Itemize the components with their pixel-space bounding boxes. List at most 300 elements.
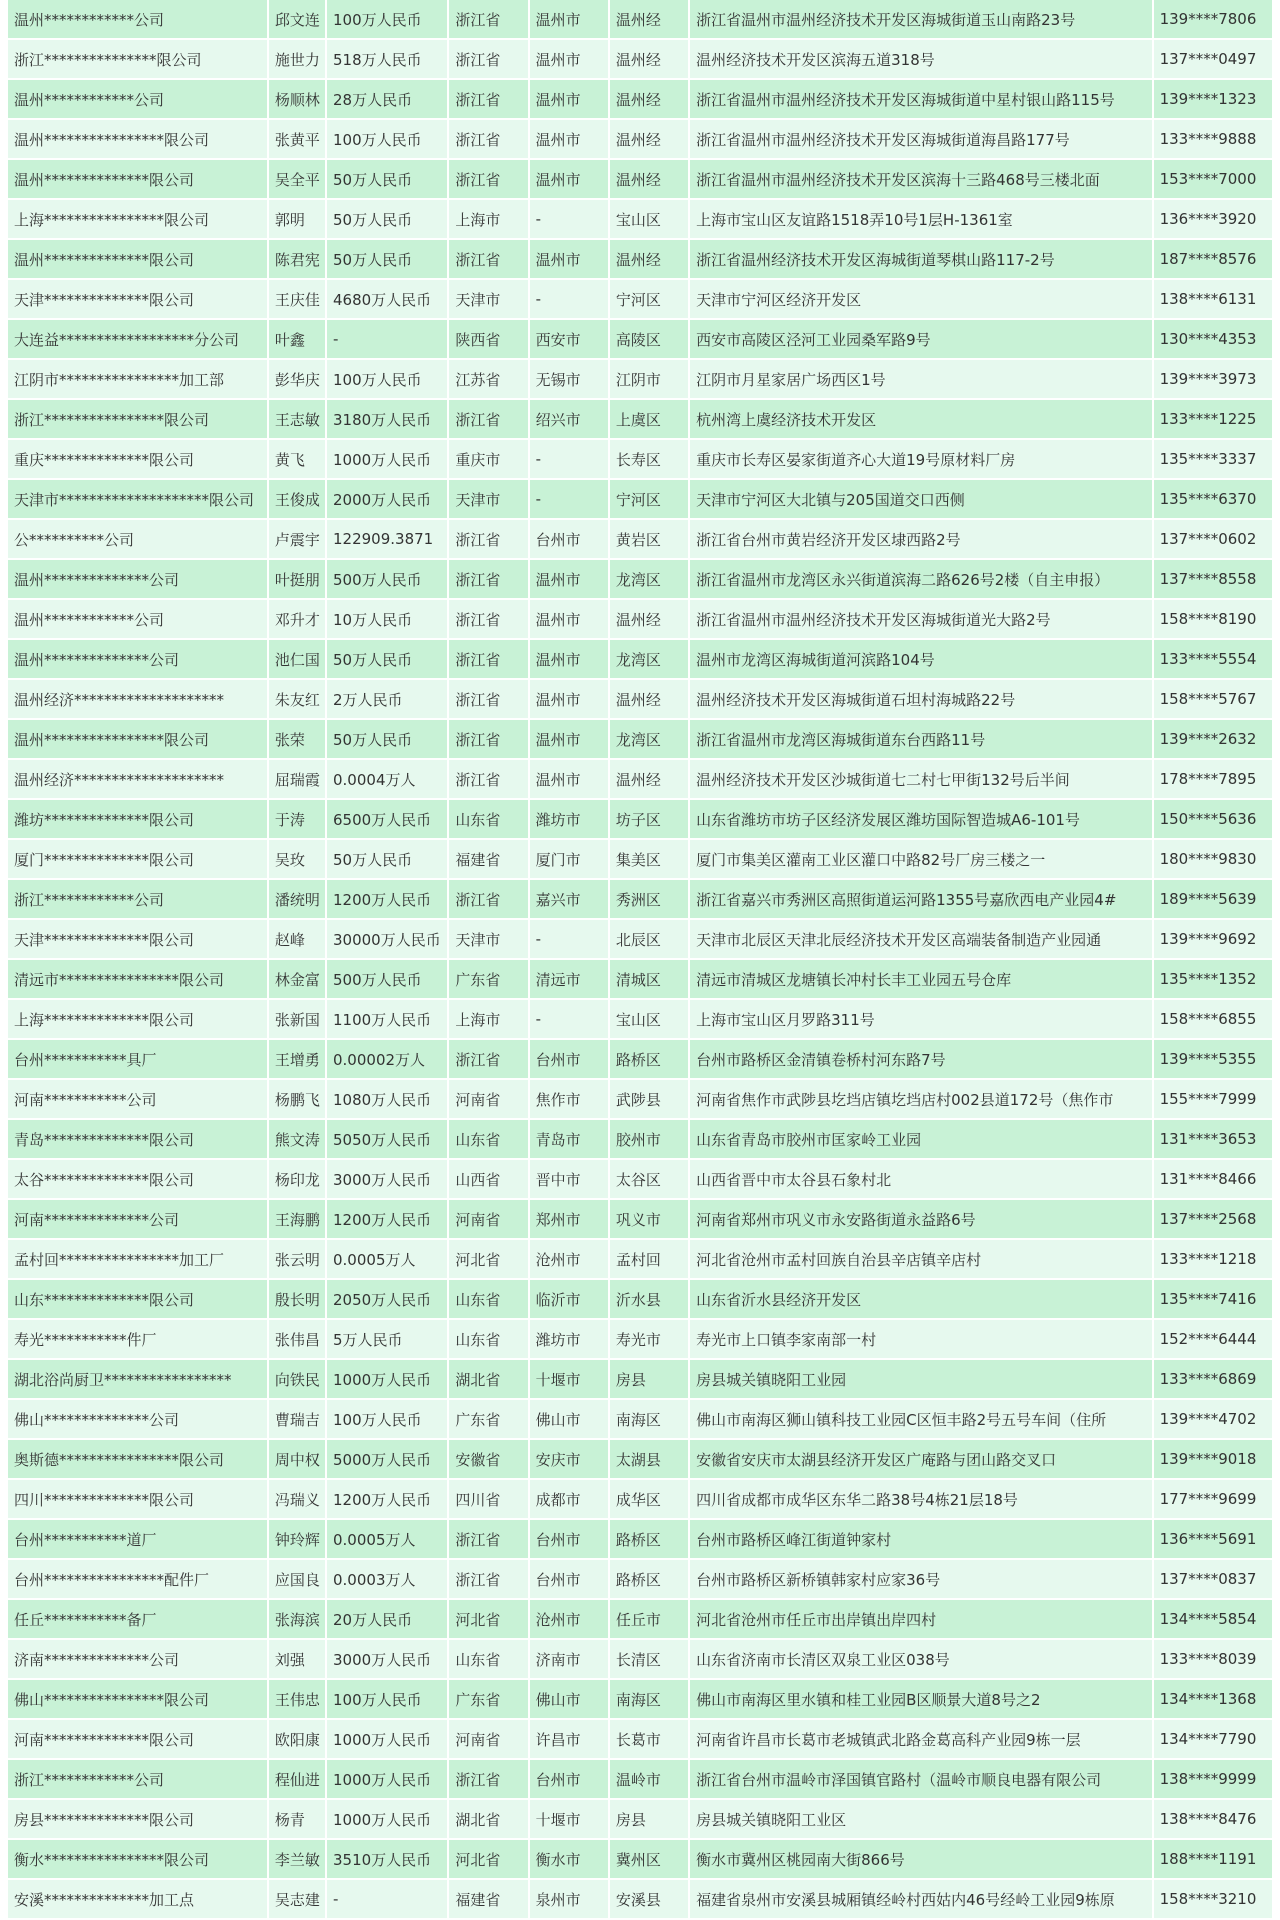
table-row <box>8 600 1272 640</box>
capital-cell: 28万人民币 <box>327 80 447 120</box>
company-name-cell: 浙江************公司 <box>8 880 267 920</box>
company-name-cell: 佛山**************公司 <box>8 1400 267 1440</box>
table-row <box>8 1720 1272 1760</box>
district-cell: 温州经 <box>610 0 688 40</box>
company-name-cell: 重庆**************限公司 <box>8 440 267 480</box>
district-cell: 温州经 <box>610 40 688 80</box>
address-cell: 浙江省温州市温州经济技术开发区海城街道中星村银山路115号 <box>690 80 1151 120</box>
phone-cell: 187****8576 <box>1154 240 1272 280</box>
table-row <box>8 1800 1272 1840</box>
capital-cell: 3000万人民币 <box>327 1640 447 1680</box>
address-cell: 上海市宝山区友谊路1518弄10号1层H-1361室 <box>690 200 1151 240</box>
capital-cell: 0.0005万人 <box>327 1240 447 1280</box>
city-cell: 厦门市 <box>530 840 608 880</box>
district-cell: 冀州区 <box>610 1840 688 1880</box>
province-cell: 浙江省 <box>449 560 527 600</box>
city-cell: 晋中市 <box>530 1160 608 1200</box>
company-name-cell: 温州**************限公司 <box>8 240 267 280</box>
capital-cell: 2万人民币 <box>327 680 447 720</box>
capital-cell: 50万人民币 <box>327 160 447 200</box>
district-cell: 温州经 <box>610 240 688 280</box>
capital-cell: 6500万人民币 <box>327 800 447 840</box>
capital-cell: 1000万人民币 <box>327 1760 447 1800</box>
phone-cell: 131****3653 <box>1154 1120 1272 1160</box>
city-cell: 温州市 <box>530 600 608 640</box>
legal-rep-cell: 王伟忠 <box>269 1680 325 1720</box>
table-row <box>8 680 1272 720</box>
capital-cell: 100万人民币 <box>327 0 447 40</box>
legal-rep-cell: 应国良 <box>269 1560 325 1600</box>
district-cell: 温州经 <box>610 120 688 160</box>
phone-cell: 133****9888 <box>1154 120 1272 160</box>
phone-cell: 139****3973 <box>1154 360 1272 400</box>
legal-rep-cell: 钟玲辉 <box>269 1520 325 1560</box>
phone-cell: 136****5691 <box>1154 1520 1272 1560</box>
address-cell: 房县城关镇晓阳工业园 <box>690 1360 1151 1400</box>
capital-cell: 5000万人民币 <box>327 1440 447 1480</box>
company-name-cell: 四川**************限公司 <box>8 1480 267 1520</box>
city-cell: 绍兴市 <box>530 400 608 440</box>
district-cell: 南海区 <box>610 1680 688 1720</box>
company-name-cell: 温州经济******************** <box>8 680 267 720</box>
phone-cell: 137****0497 <box>1154 40 1272 80</box>
table-row <box>8 720 1272 760</box>
province-cell: 河北省 <box>449 1240 527 1280</box>
table-row <box>8 320 1272 360</box>
district-cell: 北辰区 <box>610 920 688 960</box>
capital-cell: 500万人民币 <box>327 960 447 1000</box>
company-name-cell: 温州************公司 <box>8 0 267 40</box>
city-cell: 温州市 <box>530 240 608 280</box>
table-row <box>8 760 1272 800</box>
phone-cell: 137****2568 <box>1154 1200 1272 1240</box>
province-cell: 浙江省 <box>449 40 527 80</box>
legal-rep-cell: 郭明 <box>269 200 325 240</box>
city-cell: 温州市 <box>530 560 608 600</box>
address-cell: 浙江省嘉兴市秀洲区高照街道运河路1355号嘉欣西电产业园4# <box>690 880 1151 920</box>
capital-cell: 0.0005万人 <box>327 1520 447 1560</box>
province-cell: 浙江省 <box>449 1560 527 1600</box>
address-cell: 浙江省温州市温州经济技术开发区滨海十三路468号三楼北面 <box>690 160 1151 200</box>
table-row <box>8 880 1272 920</box>
company-name-cell: 青岛**************限公司 <box>8 1120 267 1160</box>
company-name-cell: 温州****************限公司 <box>8 720 267 760</box>
address-cell: 安徽省安庆市太湖县经济开发区广庵路与团山路交叉口 <box>690 1440 1151 1480</box>
legal-rep-cell: 王庆佳 <box>269 280 325 320</box>
capital-cell: 1200万人民币 <box>327 880 447 920</box>
district-cell: 上虞区 <box>610 400 688 440</box>
address-cell: 浙江省温州经济技术开发区海城街道琴棋山路117-2号 <box>690 240 1151 280</box>
legal-rep-cell: 杨顺林 <box>269 80 325 120</box>
table-row <box>8 1440 1272 1480</box>
city-cell: - <box>530 200 608 240</box>
city-cell: 衡水市 <box>530 1840 608 1880</box>
address-cell: 温州经济技术开发区滨海五道318号 <box>690 40 1151 80</box>
legal-rep-cell: 张黄平 <box>269 120 325 160</box>
company-name-cell: 浙江****************限公司 <box>8 400 267 440</box>
phone-cell: 137****8558 <box>1154 560 1272 600</box>
capital-cell: 5050万人民币 <box>327 1120 447 1160</box>
capital-cell: 518万人民币 <box>327 40 447 80</box>
province-cell: 浙江省 <box>449 720 527 760</box>
legal-rep-cell: 吴全平 <box>269 160 325 200</box>
company-name-cell: 上海****************限公司 <box>8 200 267 240</box>
phone-cell: 134****5854 <box>1154 1600 1272 1640</box>
district-cell: 沂水县 <box>610 1280 688 1320</box>
province-cell: 山西省 <box>449 1160 527 1200</box>
capital-cell: 0.0004万人 <box>327 760 447 800</box>
company-name-cell: 清远市****************限公司 <box>8 960 267 1000</box>
company-name-cell: 任丘***********备厂 <box>8 1600 267 1640</box>
phone-cell: 133****6869 <box>1154 1360 1272 1400</box>
province-cell: 广东省 <box>449 1680 527 1720</box>
company-name-cell: 台州****************配件厂 <box>8 1560 267 1600</box>
phone-cell: 135****7416 <box>1154 1280 1272 1320</box>
table-row <box>8 1120 1272 1160</box>
table-row <box>8 440 1272 480</box>
city-cell: 焦作市 <box>530 1080 608 1120</box>
city-cell: - <box>530 440 608 480</box>
address-cell: 清远市清城区龙塘镇长冲村长丰工业园五号仓库 <box>690 960 1151 1000</box>
address-cell: 浙江省温州市龙湾区永兴街道滨海二路626号2楼（自主申报） <box>690 560 1151 600</box>
table-row <box>8 1880 1272 1920</box>
table-row <box>8 1400 1272 1440</box>
capital-cell: 0.00002万人 <box>327 1040 447 1080</box>
district-cell: 江阴市 <box>610 360 688 400</box>
province-cell: 重庆市 <box>449 440 527 480</box>
company-name-cell: 温州**************公司 <box>8 640 267 680</box>
address-cell: 山东省潍坊市坊子区经济发展区潍坊国际智造城A6-101号 <box>690 800 1151 840</box>
table-row <box>8 1080 1272 1120</box>
address-cell: 河北省沧州市孟村回族自治县辛店镇辛店村 <box>690 1240 1151 1280</box>
table-row <box>8 400 1272 440</box>
table-row <box>8 1040 1272 1080</box>
city-cell: 郑州市 <box>530 1200 608 1240</box>
company-name-cell: 台州***********道厂 <box>8 1520 267 1560</box>
city-cell: 青岛市 <box>530 1120 608 1160</box>
table-row <box>8 1160 1272 1200</box>
province-cell: 天津市 <box>449 280 527 320</box>
province-cell: 浙江省 <box>449 600 527 640</box>
address-cell: 台州市路桥区峰江街道钟家村 <box>690 1520 1151 1560</box>
legal-rep-cell: 邱文连 <box>269 0 325 40</box>
legal-rep-cell: 王增勇 <box>269 1040 325 1080</box>
capital-cell: 30000万人民币 <box>327 920 447 960</box>
company-name-cell: 厦门**************限公司 <box>8 840 267 880</box>
capital-cell: 100万人民币 <box>327 1680 447 1720</box>
province-cell: 山东省 <box>449 1120 527 1160</box>
province-cell: 浙江省 <box>449 640 527 680</box>
district-cell: 集美区 <box>610 840 688 880</box>
district-cell: 宝山区 <box>610 200 688 240</box>
phone-cell: 189****5639 <box>1154 880 1272 920</box>
legal-rep-cell: 张伟昌 <box>269 1320 325 1360</box>
address-cell: 西安市高陵区泾河工业园桑军路9号 <box>690 320 1151 360</box>
legal-rep-cell: 叶挺朋 <box>269 560 325 600</box>
district-cell: 龙湾区 <box>610 640 688 680</box>
capital-cell: 2050万人民币 <box>327 1280 447 1320</box>
city-cell: 台州市 <box>530 1040 608 1080</box>
phone-cell: 139****7806 <box>1154 0 1272 40</box>
address-cell: 山东省沂水县经济开发区 <box>690 1280 1151 1320</box>
city-cell: 温州市 <box>530 80 608 120</box>
legal-rep-cell: 张海滨 <box>269 1600 325 1640</box>
table-row <box>8 1600 1272 1640</box>
table-row <box>8 800 1272 840</box>
legal-rep-cell: 施世力 <box>269 40 325 80</box>
phone-cell: 139****9018 <box>1154 1440 1272 1480</box>
address-cell: 温州经济技术开发区海城街道石坦村海城路22号 <box>690 680 1151 720</box>
table-row <box>8 1200 1272 1240</box>
district-cell: 胶州市 <box>610 1120 688 1160</box>
table-row <box>8 240 1272 280</box>
legal-rep-cell: 朱友红 <box>269 680 325 720</box>
address-cell: 寿光市上口镇李家南部一村 <box>690 1320 1151 1360</box>
phone-cell: 131****8466 <box>1154 1160 1272 1200</box>
district-cell: 宁河区 <box>610 280 688 320</box>
phone-cell: 178****7895 <box>1154 760 1272 800</box>
table-row <box>8 1680 1272 1720</box>
district-cell: 宁河区 <box>610 480 688 520</box>
address-cell: 山西省晋中市太谷县石象村北 <box>690 1160 1151 1200</box>
city-cell: 温州市 <box>530 120 608 160</box>
table-row <box>8 1520 1272 1560</box>
legal-rep-cell: 冯瑞义 <box>269 1480 325 1520</box>
address-cell: 山东省济南市长清区双泉工业区038号 <box>690 1640 1151 1680</box>
phone-cell: 134****7790 <box>1154 1720 1272 1760</box>
address-cell: 河南省许昌市长葛市老城镇武北路金葛高科产业园9栋一层 <box>690 1720 1151 1760</box>
company-name-cell: 温州************公司 <box>8 600 267 640</box>
address-cell: 浙江省台州市温岭市泽国镇官路村（温岭市顺良电器有限公司 <box>690 1760 1151 1800</box>
phone-cell: 152****6444 <box>1154 1320 1272 1360</box>
table-row <box>8 1480 1272 1520</box>
capital-cell: 50万人民币 <box>327 720 447 760</box>
province-cell: 浙江省 <box>449 400 527 440</box>
table-row <box>8 520 1272 560</box>
phone-cell: 158****8190 <box>1154 600 1272 640</box>
province-cell: 山东省 <box>449 1320 527 1360</box>
legal-rep-cell: 池仁国 <box>269 640 325 680</box>
table-row <box>8 280 1272 320</box>
capital-cell: 122909.3871 <box>327 520 447 560</box>
table-row <box>8 80 1272 120</box>
district-cell: 武陟县 <box>610 1080 688 1120</box>
phone-cell: 135****6370 <box>1154 480 1272 520</box>
table-row <box>8 920 1272 960</box>
province-cell: 广东省 <box>449 1400 527 1440</box>
capital-cell: - <box>327 320 447 360</box>
address-cell: 河南省郑州市巩义市永安路街道永益路6号 <box>690 1200 1151 1240</box>
phone-cell: 134****1368 <box>1154 1680 1272 1720</box>
district-cell: 南海区 <box>610 1400 688 1440</box>
city-cell: 台州市 <box>530 1560 608 1600</box>
district-cell: 宝山区 <box>610 1000 688 1040</box>
company-name-cell: 温州**************公司 <box>8 560 267 600</box>
table-row <box>8 120 1272 160</box>
company-name-cell: 山东**************限公司 <box>8 1280 267 1320</box>
capital-cell: 100万人民币 <box>327 360 447 400</box>
district-cell: 高陵区 <box>610 320 688 360</box>
table-body <box>8 0 1272 1920</box>
address-cell: 福建省泉州市安溪县城厢镇经岭村西姑内46号经岭工业园9栋原 <box>690 1880 1151 1920</box>
company-name-cell: 浙江************公司 <box>8 1760 267 1800</box>
address-cell: 山东省青岛市胶州市匡家岭工业园 <box>690 1120 1151 1160</box>
province-cell: 浙江省 <box>449 1520 527 1560</box>
city-cell: 许昌市 <box>530 1720 608 1760</box>
district-cell: 路桥区 <box>610 1560 688 1600</box>
province-cell: 浙江省 <box>449 880 527 920</box>
city-cell: 成都市 <box>530 1480 608 1520</box>
district-cell: 温州经 <box>610 80 688 120</box>
city-cell: 潍坊市 <box>530 1320 608 1360</box>
city-cell: 无锡市 <box>530 360 608 400</box>
legal-rep-cell: 屈瑞霞 <box>269 760 325 800</box>
address-cell: 台州市路桥区新桥镇韩家村应家36号 <box>690 1560 1151 1600</box>
district-cell: 孟村回 <box>610 1240 688 1280</box>
company-name-cell: 太谷**************限公司 <box>8 1160 267 1200</box>
city-cell: 温州市 <box>530 160 608 200</box>
company-name-cell: 天津市********************限公司 <box>8 480 267 520</box>
phone-cell: 180****9830 <box>1154 840 1272 880</box>
province-cell: 河北省 <box>449 1600 527 1640</box>
table-row <box>8 840 1272 880</box>
phone-cell: 177****9699 <box>1154 1480 1272 1520</box>
phone-cell: 139****1323 <box>1154 80 1272 120</box>
address-cell: 浙江省温州市温州经济技术开发区海城街道海昌路177号 <box>690 120 1151 160</box>
address-cell: 上海市宝山区月罗路311号 <box>690 1000 1151 1040</box>
address-cell: 浙江省台州市黄岩经济开发区埭西路2号 <box>690 520 1151 560</box>
district-cell: 长清区 <box>610 1640 688 1680</box>
address-cell: 温州市龙湾区海城街道河滨路104号 <box>690 640 1151 680</box>
province-cell: 浙江省 <box>449 160 527 200</box>
company-name-cell: 房县**************限公司 <box>8 1800 267 1840</box>
capital-cell: 100万人民币 <box>327 1400 447 1440</box>
capital-cell: 1100万人民币 <box>327 1000 447 1040</box>
phone-cell: 150****5636 <box>1154 800 1272 840</box>
legal-rep-cell: 张云明 <box>269 1240 325 1280</box>
company-name-cell: 上海**************限公司 <box>8 1000 267 1040</box>
company-name-cell: 寿光***********件厂 <box>8 1320 267 1360</box>
legal-rep-cell: 赵峰 <box>269 920 325 960</box>
company-name-cell: 潍坊**************限公司 <box>8 800 267 840</box>
phone-cell: 158****3210 <box>1154 1880 1272 1920</box>
city-cell: 西安市 <box>530 320 608 360</box>
province-cell: 浙江省 <box>449 760 527 800</box>
legal-rep-cell: 杨印龙 <box>269 1160 325 1200</box>
capital-cell: 1200万人民币 <box>327 1200 447 1240</box>
legal-rep-cell: 李兰敏 <box>269 1840 325 1880</box>
table-row <box>8 360 1272 400</box>
table-row <box>8 1240 1272 1280</box>
city-cell: 佛山市 <box>530 1680 608 1720</box>
province-cell: 浙江省 <box>449 680 527 720</box>
table-row <box>8 1840 1272 1880</box>
province-cell: 浙江省 <box>449 0 527 40</box>
capital-cell: 50万人民币 <box>327 640 447 680</box>
province-cell: 上海市 <box>449 200 527 240</box>
capital-cell: 1000万人民币 <box>327 1360 447 1400</box>
district-cell: 长葛市 <box>610 1720 688 1760</box>
legal-rep-cell: 刘强 <box>269 1640 325 1680</box>
table-row <box>8 1640 1272 1680</box>
legal-rep-cell: 卢震宇 <box>269 520 325 560</box>
phone-cell: 153****7000 <box>1154 160 1272 200</box>
city-cell: 台州市 <box>530 1760 608 1800</box>
address-cell: 厦门市集美区灌南工业区灌口中路82号厂房三楼之一 <box>690 840 1151 880</box>
city-cell: 济南市 <box>530 1640 608 1680</box>
province-cell: 福建省 <box>449 1880 527 1920</box>
district-cell: 路桥区 <box>610 1520 688 1560</box>
legal-rep-cell: 陈君宪 <box>269 240 325 280</box>
legal-rep-cell: 熊文涛 <box>269 1120 325 1160</box>
company-name-cell: 温州************公司 <box>8 80 267 120</box>
company-name-cell: 孟村回****************加工厂 <box>8 1240 267 1280</box>
legal-rep-cell: 周中权 <box>269 1440 325 1480</box>
district-cell: 路桥区 <box>610 1040 688 1080</box>
district-cell: 龙湾区 <box>610 560 688 600</box>
city-cell: 温州市 <box>530 680 608 720</box>
legal-rep-cell: 张新国 <box>269 1000 325 1040</box>
city-cell: 泉州市 <box>530 1880 608 1920</box>
company-name-cell: 济南**************公司 <box>8 1640 267 1680</box>
city-cell: 潍坊市 <box>530 800 608 840</box>
city-cell: 温州市 <box>530 760 608 800</box>
city-cell: 沧州市 <box>530 1600 608 1640</box>
phone-cell: 137****0602 <box>1154 520 1272 560</box>
city-cell: - <box>530 480 608 520</box>
city-cell: 温州市 <box>530 640 608 680</box>
capital-cell: 3180万人民币 <box>327 400 447 440</box>
legal-rep-cell: 欧阳康 <box>269 1720 325 1760</box>
table-row <box>8 40 1272 80</box>
province-cell: 河南省 <box>449 1200 527 1240</box>
city-cell: 温州市 <box>530 40 608 80</box>
district-cell: 坊子区 <box>610 800 688 840</box>
phone-cell: 139****4702 <box>1154 1400 1272 1440</box>
legal-rep-cell: 叶鑫 <box>269 320 325 360</box>
table-row <box>8 1320 1272 1360</box>
province-cell: 湖北省 <box>449 1360 527 1400</box>
table-row <box>8 200 1272 240</box>
phone-cell: 188****1191 <box>1154 1840 1272 1880</box>
province-cell: 四川省 <box>449 1480 527 1520</box>
province-cell: 广东省 <box>449 960 527 1000</box>
capital-cell: 100万人民币 <box>327 120 447 160</box>
capital-cell: 2000万人民币 <box>327 480 447 520</box>
address-cell: 天津市宁河区经济开发区 <box>690 280 1151 320</box>
address-cell: 温州经济技术开发区沙城街道七二村七甲街132号后半间 <box>690 760 1151 800</box>
company-name-cell: 湖北浴尚厨卫***************** <box>8 1360 267 1400</box>
company-name-cell: 温州经济******************** <box>8 760 267 800</box>
table-row <box>8 0 1272 40</box>
address-cell: 浙江省温州市温州经济技术开发区海城街道玉山南路23号 <box>690 0 1151 40</box>
province-cell: 福建省 <box>449 840 527 880</box>
city-cell: 十堰市 <box>530 1800 608 1840</box>
address-cell: 四川省成都市成华区东华二路38号4栋21层18号 <box>690 1480 1151 1520</box>
company-name-cell: 安溪**************加工点 <box>8 1880 267 1920</box>
company-name-cell: 温州****************限公司 <box>8 120 267 160</box>
address-cell: 佛山市南海区狮山镇科技工业园C区恒丰路2号五号车间（住所 <box>690 1400 1151 1440</box>
city-cell: 台州市 <box>530 1520 608 1560</box>
legal-rep-cell: 吴志建 <box>269 1880 325 1920</box>
capital-cell: 20万人民币 <box>327 1600 447 1640</box>
table-row <box>8 480 1272 520</box>
city-cell: 温州市 <box>530 0 608 40</box>
legal-rep-cell: 黄飞 <box>269 440 325 480</box>
capital-cell: 4680万人民币 <box>327 280 447 320</box>
address-cell: 杭州湾上虞经济技术开发区 <box>690 400 1151 440</box>
table-row <box>8 640 1272 680</box>
